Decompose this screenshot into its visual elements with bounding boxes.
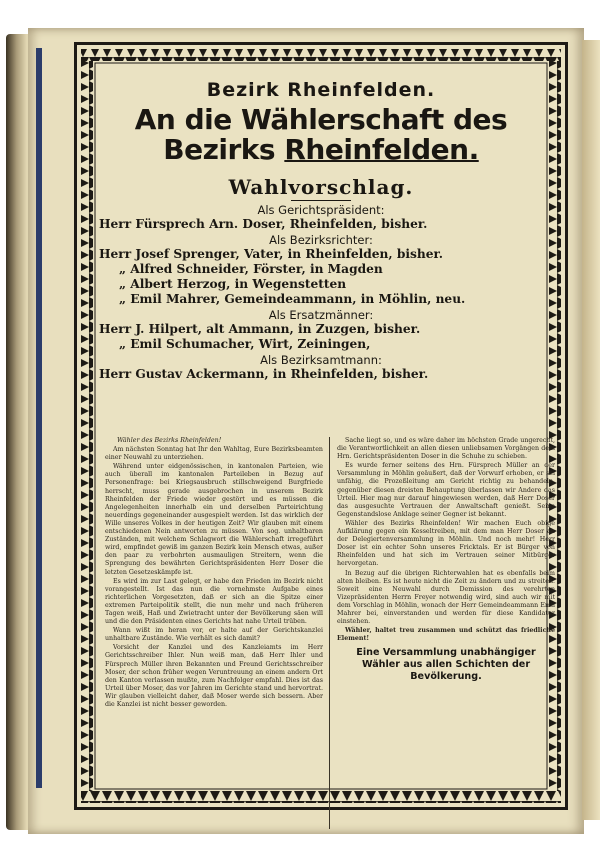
- candidate: „ Alfred Schneider, Förster, in Magden: [119, 262, 383, 276]
- salutation: Wähler des Bezirks Rheinfelden!: [117, 437, 222, 444]
- office-label: Als Gerichtspräsident:: [257, 203, 385, 217]
- body-columns: [105, 437, 555, 829]
- slot-substitutes: [99, 308, 543, 352]
- paragraph: In Bezug auf die übrigen Richterwahlen hat es ebenfalls beim alten bleiben. Es ist heute nicht die Zeit zu ändern und zu streiten. Soweit eine Neuwahl durch Demission des verehrten Vizepräsidenten Herrn Freyer notwendig wird, sind auch wir mit dem Vorschlag in Möhlin, wonach der Herr Gemeindeammann Emil Mahrer bei, einverstanden und werden für diese Kandidatur einstehen.: [337, 569, 555, 626]
- candidate: „ Emil Schumacher, Wirt, Zeiningen,: [119, 337, 371, 351]
- office-label: Als Bezirksrichter:: [269, 233, 373, 247]
- district-heading: Bezirk Rheinfelden.: [206, 79, 436, 101]
- paragraph: Sache liegt so, und es wäre daher im höchsten Grade ungerecht, die Verantwortlichkeit an allen diesen unliebsamen Vorgängen dem Hrn. Gerichtspräsidenten Doser in die Schuhe zu schieben.: [337, 437, 555, 461]
- paragraph: Am nächsten Sonntag hat Ihr den Wahltag, Eure Bezirksbeamten einer Neuwahl zu unterziehen.: [105, 446, 323, 462]
- office-label: Als Bezirksamtmann:: [260, 353, 382, 367]
- left-column: [105, 437, 323, 829]
- candidate: „ Albert Herzog, in Wegenstetten: [119, 277, 347, 291]
- column-divider: [329, 437, 330, 829]
- paragraph: Vorsicht der Kanzlei und des Kanzleiamts im Herr Gerichtsschreiber Ihler. Nun weiß man, daß Herr Ihler und Fürsprech Müller ihren Bekannten und Freund Gerichtsschreiber Moser, der schon früher wegen Veruntreuung an einem andern Ort den Kanton verlassen mußte, zum Nachfolger empfahl. Dies ist das Urteil über Moser, das vor Jahren im Gerichte stand und hervortrat. Wir glauben vielleicht daher, daß Moser werde sich bessern. Aber die Kanzlei ist nicht besser geworden.: [105, 644, 323, 708]
- right-column: [337, 437, 555, 829]
- candidate: Herr J. Hilpert, alt Ammann, in Zuzgen, bisher.: [99, 322, 421, 336]
- poster-content: [99, 65, 555, 787]
- title-line-2-a: Bezirks: [163, 133, 285, 166]
- slot-president: [99, 203, 543, 232]
- paragraph: Während unter eidgenössischen, in kantonalen Parteien, wie auch überall im kantonalen Parteileben in Bezug auf Personenfrage: bei Kriegsausbruch stillschweigend Burgfriede herrscht, muss gerade ausgebrochen in unserem Bezirk Rheinfelden der Friede wieder gestört und es müssen die Angelegenheiten innerhalb ein und derselben Parteirichtung neuerdings gegeneinander ausgespielt werden. Ist das wirklich der Wille unseres Volkes in der heutigen Zeit? Wir glauben mit einem entschiedenen Nein antworten zu müssen. Von sog. unhaltbaren Zuständen, mit welchem Schlagwort die Wählerschaft irregeführt wird, empfindet gewiß im ganzen Bezirk kein Mensch etwas, außer den paar zu verbohrten ausmauligen Streitern, wenn die Sprengung des bewährten Gerichtspräsidenten Herr Doser die letzten Gesetzeskämpfe ist.: [105, 463, 323, 576]
- opposite-page-edge: [582, 40, 600, 820]
- title-line-1: An die Wählerschaft des: [134, 103, 508, 136]
- paragraph: Wann wißt im heran vor, er halte auf der Gerichtskanzlei unhaltbare Zustände. Wie verhält es sich damit?: [105, 627, 323, 643]
- proposal-heading: Wahlvorschlag.: [228, 175, 414, 199]
- paragraph: Wähler, haltet treu zusammen und schützt das friedliche Element!: [337, 627, 555, 643]
- title-line-2-b: Rheinfelden.: [284, 133, 479, 166]
- slot-judges: [99, 233, 543, 307]
- slot-district-officer: [99, 353, 543, 382]
- candidate: Herr Gustav Ackermann, in Rheinfelden, bisher.: [99, 367, 429, 381]
- paragraph: Es wird im zur Last gelegt, er habe den Frieden im Bezirk nicht vorangestellt. Ist das nun die vornehmste Aufgabe eines richterlichen Vorgesetzten, daß er sich an die Spitze einer extremen Parteipolitik stellt, die nun mehr und nach früheren Tagen weiß, Haß und Zwietracht unter der Bevölkerung säen will und die den Präsidenten eines Gerichts hat nahe Urteil trüben.: [105, 577, 323, 626]
- main-title: [99, 105, 543, 165]
- heading-rule: [291, 200, 351, 201]
- poster-frame: [74, 42, 568, 810]
- meeting-signature: Eine Versammlung unabhängiger Wähler aus allen Schichten der Bevölkerung.: [356, 647, 536, 683]
- office-label: Als Ersatzmänner:: [268, 308, 374, 322]
- paragraph: Wähler des Bezirks Rheinfelden! Wir machen Euch obige Aufklärung gegen ein Kesseltreiben, mit dem man Herr Doser an der Delegiertenversammlung in Möhlin. Und noch mehr! Herr Doser ist ein echter Sohn unseres Fricktals. Er ist Bürger von Rheinfelden und hat sich im Vertrauen seiner Mitbürger hervorgetan.: [337, 519, 555, 568]
- paragraph: Es wurde ferner seitens des Hrn. Fürsprech Müller an der Versammlung in Möhlin geäußert, daß der Vorwurf erhoben, er sei unfähig, die Prozeßleitung am Gericht richtig zu behandeln, gegenüber diesen dreisten Behauptung überlassen wir Andere das Urteil. Hier mag nur darauf hingewiesen werden, daß Herr Doser das ausgesuchte Vertrauen der Anwaltschaft genießt. Seine Gegenstandslose Anklage seiner Gegner ist bekannt.: [337, 462, 555, 518]
- book-spine: [36, 48, 42, 788]
- title-line-2: [99, 135, 543, 165]
- candidate: Herr Josef Sprenger, Vater, in Rheinfelden, bisher.: [99, 247, 444, 261]
- candidate: Herr Fürsprech Arn. Doser, Rheinfelden, bisher.: [99, 217, 428, 231]
- candidate: „ Emil Mahrer, Gemeindeammann, in Möhlin, neu.: [119, 292, 466, 306]
